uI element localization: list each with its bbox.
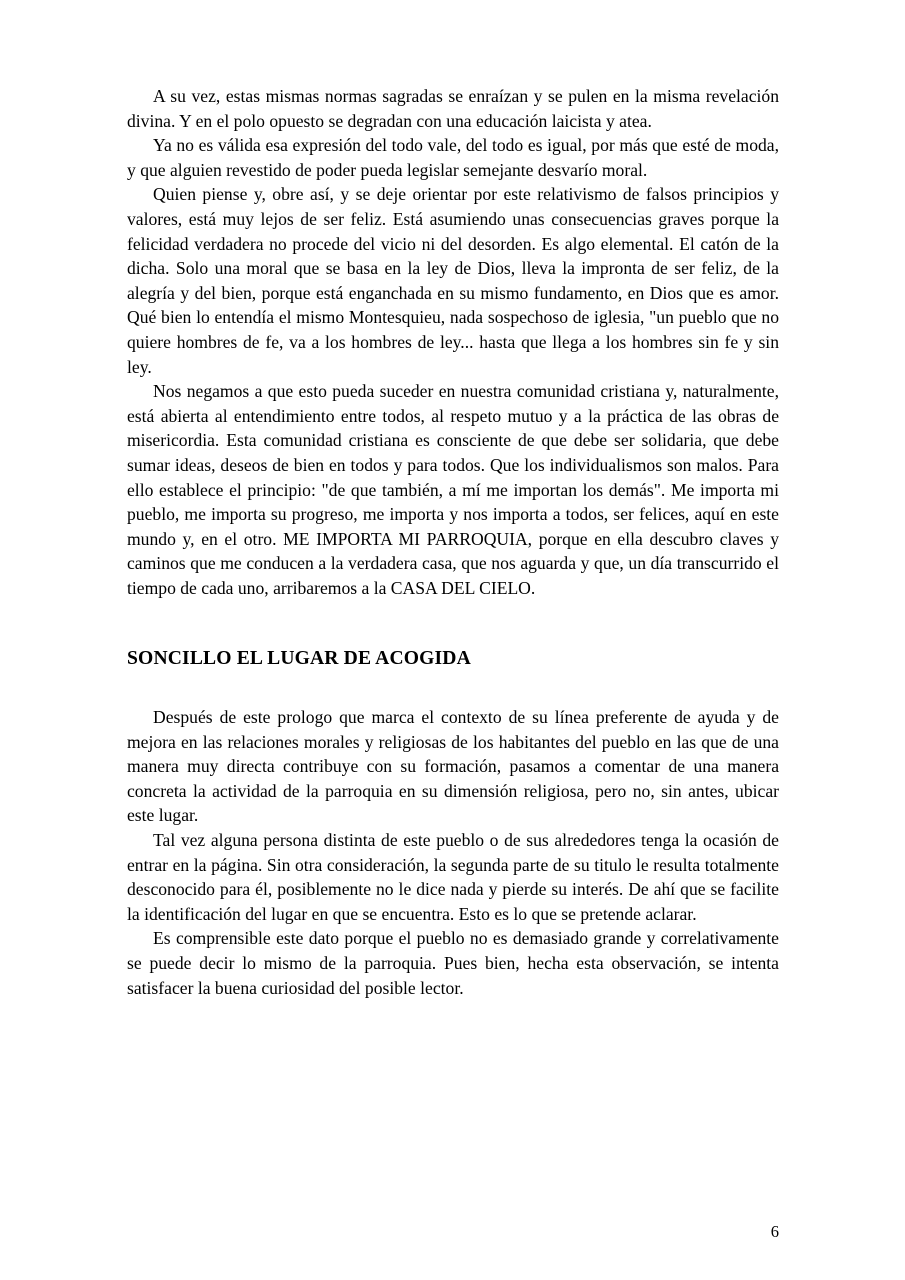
- text-column: [127, 84, 779, 1000]
- body-paragraph: Es comprensible este dato porque el pueblo no es demasiado grande y correlativamente se puede decir lo mismo de la parroquia. Pues bien, hecha esta observación, se intenta satisfacer la buena curiosidad del posible lector.: [127, 928, 779, 998]
- body-paragraph: Ya no es válida esa expresión del todo vale, del todo es igual, por más que esté de moda, y que alguien revestido de poder pueda legislar semejante desvarío moral.: [127, 135, 779, 180]
- body-paragraph: Después de este prologo que marca el contexto de su línea preferente de ayuda y de mejora en las relaciones morales y religiosas de los habitantes del pueblo en las que de una manera muy directa contribuye con su formación, pasamos a comentar de una manera concreta la actividad de la parroquia en su dimensión religiosa, pero no, sin antes, ubicar este lugar.: [127, 707, 779, 826]
- body-paragraph: Tal vez alguna persona distinta de este pueblo o de sus alrededores tenga la ocasión de entrar en la página. Sin otra consideración, la segunda parte de su titulo le resulta totalmente desconocido para él, posiblemente no le dice nada y pierde su interés. De ahí que se facilite la identificación del lugar en que se encuentra. Esto es lo que se pretende aclarar.: [127, 830, 779, 924]
- body-paragraph: A su vez, estas mismas normas sagradas se enraízan y se pulen en la misma revelación divina. Y en el polo opuesto se degradan con una educación laicista y atea.: [127, 86, 779, 131]
- page-number: 6: [770, 1222, 779, 1241]
- body-paragraph: Nos negamos a que esto pueda suceder en nuestra comunidad cristiana y, naturalmente, está abierta al entendimiento entre todos, al respeto mutuo y a la práctica de las obras de misericordia. Esta comunidad cristiana es consciente de que debe ser solidaria, que debe sumar ideas, deseos de bien en todos y para todos. Que los individualismos son malos. Para ello establece el principio: "de que también, a mí me importan los demás". Me importa mi pueblo, me importa su progreso, me importa y nos importa a todos, ser felices, aquí en este mundo y, en el otro. ME IMPORTA MI PARROQUIA, porque en ella descubro claves y caminos que me conducen a la verdadera casa, que nos aguarda y que, un día transcurrido el tiempo de cada uno, arribaremos a la CASA DEL CIELO.: [127, 381, 779, 598]
- heading-top-spacer: [127, 600, 779, 647]
- body-paragraph: Quien piense y, obre así, y se deje orientar por este relativismo de falsos principios y valores, está muy lejos de ser feliz. Está asumiendo unas consecuencias graves porque la felicidad verdadera no procede del vicio ni del desorden. Es algo elemental. El catón de la dicha. Solo una moral que se basa en la ley de Dios, lleva la impronta de ser feliz, de la alegría y del bien, porque está enganchada en su mismo fundamento, en Dios que es amor. Qué bien lo entendía el mismo Montesquieu, nada sospechoso de iglesia, "un pueblo que no quiere hombres de fe, va a los hombres de ley... hasta que llega a los hombres sin fe y sin ley.: [127, 184, 779, 377]
- heading-bottom-spacer: [127, 672, 779, 705]
- section-heading: SONCILLO EL LUGAR DE ACOGIDA: [127, 648, 471, 670]
